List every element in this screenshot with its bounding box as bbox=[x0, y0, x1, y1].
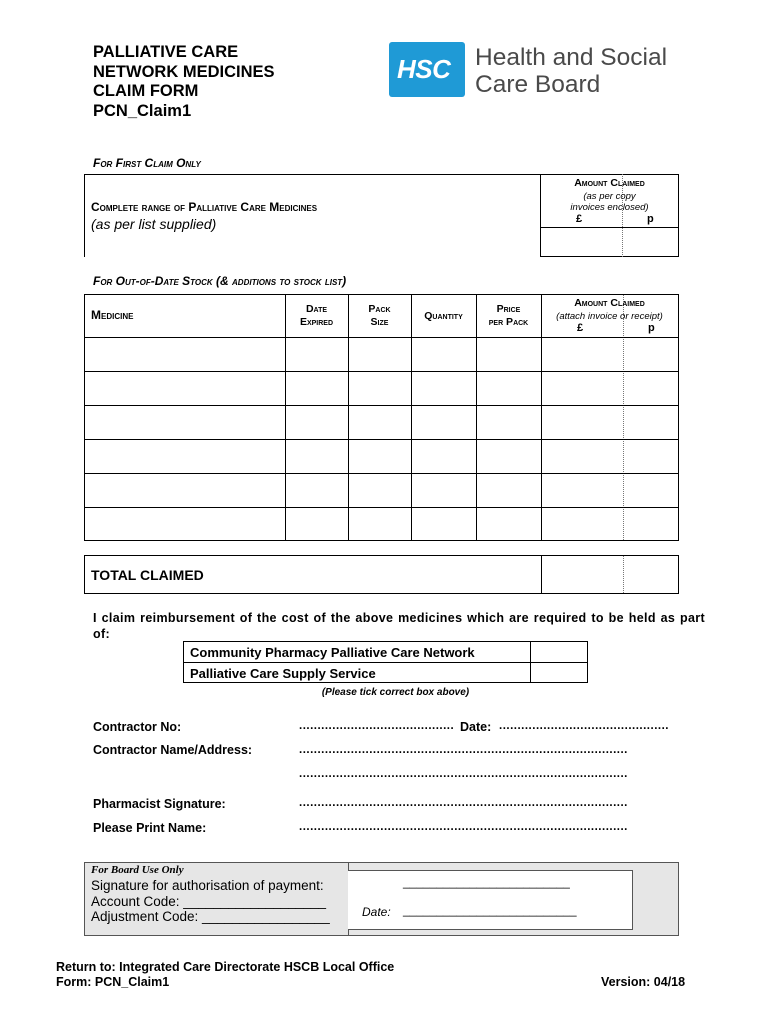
first-claim-pence: p bbox=[647, 213, 654, 225]
title-line-2: NETWORK MEDICINES bbox=[93, 62, 275, 81]
title-line-1: PALLIATIVE CARE bbox=[93, 43, 239, 61]
col-header-medicine: Medicine bbox=[91, 308, 134, 322]
total-claimed-label: TOTAL CLAIMED bbox=[91, 567, 204, 583]
medicine-row-4[interactable] bbox=[85, 440, 678, 473]
contractor-address-field-1[interactable]: ......................................................................................... bbox=[299, 744, 628, 756]
title-line-4: PCN_Claim1 bbox=[93, 101, 192, 120]
logo-abbr: HSC bbox=[397, 54, 451, 84]
board-date-label: Date: bbox=[362, 905, 391, 919]
service-options-table bbox=[183, 641, 588, 683]
first-claim-amount-note-1: (as per copy bbox=[583, 191, 636, 202]
board-signature-line[interactable]: _________________________ bbox=[403, 875, 570, 889]
pharmacist-signature-field[interactable]: ......................................................................................... bbox=[299, 797, 628, 809]
board-heading: For Board Use Only bbox=[91, 864, 184, 876]
hscb-logo bbox=[389, 42, 679, 100]
total-amount-input[interactable] bbox=[542, 556, 678, 593]
first-claim-row-sublabel: (as per list supplied) bbox=[91, 216, 217, 232]
pharmacist-signature-label: Pharmacist Signature: bbox=[93, 797, 226, 811]
out-of-date-table bbox=[84, 294, 679, 541]
first-claim-amount-note-2: invoices enclosed) bbox=[570, 202, 649, 213]
contractor-address-field-2[interactable]: ......................................................................................... bbox=[299, 768, 628, 780]
first-claim-table bbox=[84, 174, 679, 257]
col-header-price bbox=[476, 303, 541, 329]
medicine-row-5[interactable] bbox=[85, 474, 678, 507]
option-community-pharmacy: Community Pharmacy Palliative Care Network bbox=[190, 645, 475, 660]
first-claim-pounds-input[interactable] bbox=[541, 228, 621, 256]
col-header-quantity: Quantity bbox=[424, 310, 463, 322]
col-header-price-1: Price bbox=[496, 303, 521, 315]
col-header-pence: p bbox=[648, 322, 655, 334]
print-name-label: Please Print Name: bbox=[93, 821, 207, 835]
col-header-date-expired-2: Expired bbox=[299, 316, 334, 328]
col-header-date-expired bbox=[285, 303, 348, 329]
col-header-price-2: per Pack bbox=[488, 316, 529, 328]
board-adjustment-code[interactable]: Adjustment Code: _________________ bbox=[91, 909, 330, 924]
board-date-line[interactable]: __________________________ bbox=[403, 903, 577, 917]
logo-text bbox=[475, 44, 667, 98]
board-use-only-box bbox=[84, 862, 679, 936]
first-claim-amount-header: Amount Claimed bbox=[574, 177, 645, 189]
title-line-3: CLAIM FORM bbox=[93, 82, 199, 100]
date-field[interactable]: .............................................. bbox=[499, 720, 669, 732]
medicine-row-1[interactable] bbox=[85, 338, 678, 371]
logo-text-line-2: Care Board bbox=[475, 71, 601, 98]
medicine-row-2[interactable] bbox=[85, 372, 678, 405]
contractor-name-address-label: Contractor Name/Address: bbox=[93, 743, 253, 757]
option-supply-service: Palliative Care Supply Service bbox=[190, 666, 376, 681]
footer-return-to: Return to: Integrated Care Directorate HSCB Local Office bbox=[56, 960, 395, 974]
col-header-amount-note: (attach invoice or receipt) bbox=[556, 311, 663, 322]
col-header-amount-claimed: Amount Claimed bbox=[574, 297, 645, 309]
date-label: Date: bbox=[460, 720, 492, 734]
board-signature-label: Signature for authorisation of payment: bbox=[91, 878, 324, 893]
tick-box-community-pharmacy[interactable] bbox=[531, 642, 587, 662]
out-of-date-heading: For Out-of-Date Stock (& additions to stock list) bbox=[93, 274, 347, 288]
tick-box-supply-service[interactable] bbox=[531, 663, 587, 682]
col-header-pack-size-1: Pack bbox=[368, 303, 391, 315]
total-claimed-row bbox=[84, 555, 679, 594]
col-header-pound: £ bbox=[577, 322, 584, 334]
first-claim-row-label: Complete range of Palliative Care Medicines bbox=[91, 200, 318, 214]
first-claim-pence-input[interactable] bbox=[623, 228, 678, 256]
claim-statement: I claim reimbursement of the cost of the above medicines which are required to be held as part of: bbox=[93, 611, 705, 641]
medicine-row-6[interactable] bbox=[85, 508, 678, 540]
tick-note: (Please tick correct box above) bbox=[321, 687, 470, 698]
first-claim-left-edge bbox=[84, 174, 85, 257]
contractor-no-field[interactable]: .......................................... bbox=[299, 720, 455, 732]
first-claim-pound: £ bbox=[576, 213, 583, 225]
contractor-no-label: Contractor No: bbox=[93, 720, 182, 734]
logo-text-line-1: Health and Social bbox=[475, 44, 668, 71]
col-header-date-expired-1: Date bbox=[305, 303, 328, 315]
hsc-logo-mark bbox=[389, 42, 465, 97]
form-title bbox=[93, 43, 275, 121]
first-claim-heading: For First Claim Only bbox=[93, 156, 201, 170]
medicine-row-3[interactable] bbox=[85, 406, 678, 439]
options-row-divider bbox=[184, 662, 587, 663]
print-name-field[interactable]: ......................................................................................... bbox=[299, 821, 628, 833]
col-header-pack-size bbox=[348, 303, 411, 329]
board-account-code[interactable]: Account Code: ___________________ bbox=[91, 894, 326, 909]
footer-form-code: Form: PCN_Claim1 bbox=[56, 975, 170, 989]
footer-version: Version: 04/18 bbox=[601, 975, 686, 989]
col-header-pack-size-2: Size bbox=[370, 316, 389, 328]
